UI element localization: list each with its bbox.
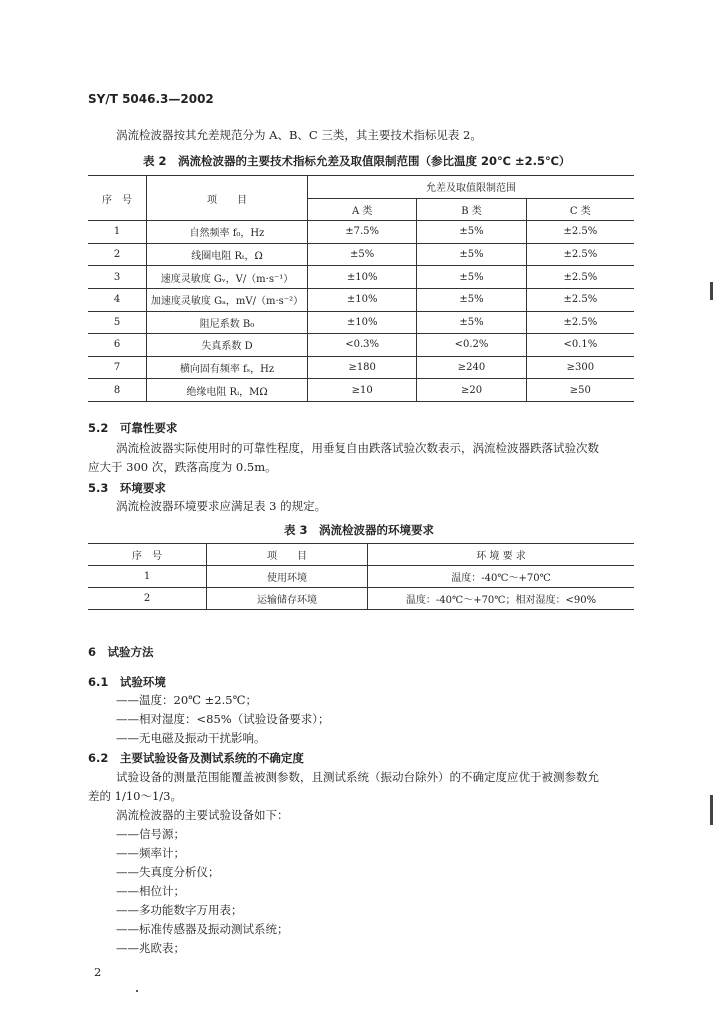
table-row xyxy=(88,334,634,357)
cell-c: ±2.5% xyxy=(526,288,634,311)
cell-c: ±2.5% xyxy=(526,311,634,334)
cell-item: 失真系数 D xyxy=(147,334,308,357)
list-item: ——频率计； xyxy=(116,846,185,860)
list-item: ——标准传感器及振动测试系统； xyxy=(116,922,289,936)
cell-c: ≥300 xyxy=(526,356,634,379)
cell-item: 速度灵敏度 Gᵥ，V/（m·s⁻¹） xyxy=(147,266,308,289)
table3-header-item: 项 目 xyxy=(207,544,368,566)
table-row xyxy=(88,221,634,244)
cell-no: 7 xyxy=(88,356,147,379)
list-item: ——信号源； xyxy=(116,827,185,841)
cell-item: 阻尼系数 B₀ xyxy=(147,311,308,334)
cell-c: ±2.5% xyxy=(526,243,634,266)
cell-c: ±2.5% xyxy=(526,266,634,289)
cell-no: 1 xyxy=(88,566,207,588)
cell-item: 加速度灵敏度 Gₐ，mV/（m·s⁻²） xyxy=(147,288,308,311)
cell-no: 2 xyxy=(88,588,207,610)
cell-no: 3 xyxy=(88,266,147,289)
section-6-2-line3: 涡流检波器的主要试验设备如下： xyxy=(116,808,289,822)
cell-item: 自然频率 f₀，Hz xyxy=(147,221,308,244)
section-5-2-line1: 涡流检波器实际使用时的可靠性程度，用垂复自由跌落试验次数表示，涡流检波器跌落试验次数 xyxy=(116,441,599,455)
cell-b: ≥20 xyxy=(417,379,526,402)
section-5-2-line2: 应大于 300 次，跌落高度为 0.5m。 xyxy=(88,460,277,474)
cell-no: 1 xyxy=(88,221,147,244)
page-number: 2 xyxy=(94,965,102,979)
scan-speck xyxy=(136,990,138,992)
cell-a: ≥10 xyxy=(308,379,417,402)
cell-b: ±5% xyxy=(417,288,526,311)
table-row xyxy=(88,566,634,588)
cell-b: ±5% xyxy=(417,221,526,244)
cell-no: 8 xyxy=(88,379,147,402)
table2-header-group: 允差及取值限制范围 xyxy=(308,176,635,199)
table3-caption: 表 3 涡流检波器的环境要求 xyxy=(284,523,435,537)
cell-b: ±5% xyxy=(417,243,526,266)
table3-header-no: 序 号 xyxy=(88,544,207,566)
section-6-2-line1: 试验设备的测量范围能覆盖被测参数，且测试系统（振动台除外）的不确定度应优于被测参数允 xyxy=(116,770,599,784)
intro-paragraph: 涡流检波器按其允差规范分为 A、B、C 三类，其主要技术指标见表 2。 xyxy=(116,128,482,142)
table2-caption: 表 2 涡流检波器的主要技术指标允差及取值限制范围（参比温度 20℃ ±2.5℃） xyxy=(143,154,571,168)
cell-req: 温度：-40℃～+70℃ xyxy=(368,566,635,588)
cell-c: ≥50 xyxy=(526,379,634,402)
table3 xyxy=(88,543,634,610)
cell-item: 横向固有频率 fₛ，Hz xyxy=(147,356,308,379)
cell-item: 线圈电阻 Rₜ，Ω xyxy=(147,243,308,266)
section-5-3-line1: 涡流检波器环境要求应满足表 3 的规定。 xyxy=(116,499,327,513)
cell-a: <0.3% xyxy=(308,334,417,357)
table-row xyxy=(88,266,634,289)
table-row xyxy=(88,311,634,334)
table2-header-c: C 类 xyxy=(526,198,634,221)
cell-no: 6 xyxy=(88,334,147,357)
table2-header-b: B 类 xyxy=(417,198,526,221)
cell-a: ±10% xyxy=(308,311,417,334)
section-5-3-heading: 5.3 环境要求 xyxy=(88,481,166,495)
cell-b: ±5% xyxy=(417,311,526,334)
list-item: ——相位计； xyxy=(116,884,185,898)
section-6-2-line2: 差的 1/10～1/3。 xyxy=(88,789,182,803)
list-item: ——兆欧表； xyxy=(116,941,185,955)
scan-edge-mark xyxy=(710,282,713,300)
table-row xyxy=(88,588,634,610)
cell-no: 2 xyxy=(88,243,147,266)
cell-item: 使用环境 xyxy=(207,566,368,588)
cell-a: ±7.5% xyxy=(308,221,417,244)
list-item: ——无电磁及振动干扰影响。 xyxy=(116,731,266,745)
cell-c: ±2.5% xyxy=(526,221,634,244)
table-row xyxy=(88,356,634,379)
cell-item: 绝缘电阻 Rᵢ，MΩ xyxy=(147,379,308,402)
cell-no: 4 xyxy=(88,288,147,311)
table2-header-a: A 类 xyxy=(308,198,417,221)
cell-c: <0.1% xyxy=(526,334,634,357)
list-item: ——相对湿度：<85%（试验设备要求）； xyxy=(116,712,330,726)
table2-header-no: 序 号 xyxy=(88,176,147,221)
table2 xyxy=(88,175,634,402)
scan-edge-mark xyxy=(710,795,713,825)
standard-id: SY/T 5046.3—2002 xyxy=(88,92,214,106)
list-item: ——温度：20℃ ±2.5℃； xyxy=(116,693,257,707)
cell-a: ±10% xyxy=(308,266,417,289)
cell-a: ±5% xyxy=(308,243,417,266)
cell-a: ≥180 xyxy=(308,356,417,379)
section-6-2-heading: 6.2 主要试验设备及测试系统的不确定度 xyxy=(88,751,304,765)
section-5-2-heading: 5.2 可靠性要求 xyxy=(88,421,178,435)
table-row xyxy=(88,243,634,266)
table3-header-req: 环 境 要 求 xyxy=(368,544,635,566)
cell-no: 5 xyxy=(88,311,147,334)
cell-req: 温度：-40℃～+70℃；相对湿度：<90% xyxy=(368,588,635,610)
section-6-heading: 6 试验方法 xyxy=(88,645,154,659)
section-6-1-heading: 6.1 试验环境 xyxy=(88,675,166,689)
cell-a: ±10% xyxy=(308,288,417,311)
cell-b: <0.2% xyxy=(417,334,526,357)
list-item: ——多功能数字万用表； xyxy=(116,903,243,917)
table-row xyxy=(88,379,634,402)
cell-b: ≥240 xyxy=(417,356,526,379)
table-row xyxy=(88,288,634,311)
cell-item: 运输储存环境 xyxy=(207,588,368,610)
table2-header-item: 项 目 xyxy=(147,176,308,221)
list-item: ——失真度分析仪； xyxy=(116,865,220,879)
cell-b: ±5% xyxy=(417,266,526,289)
